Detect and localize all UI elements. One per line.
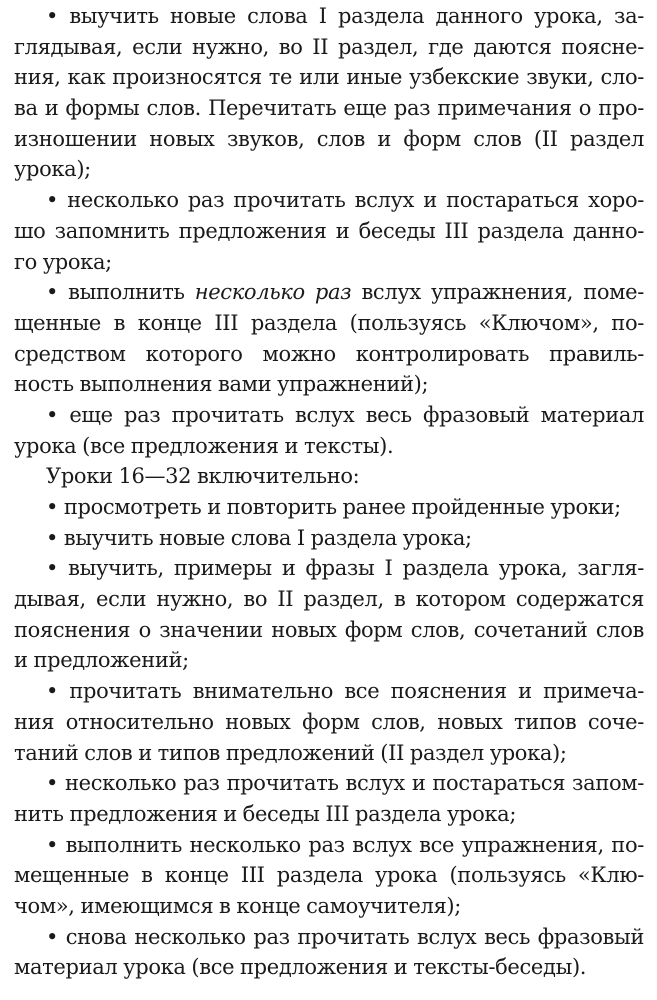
text-segment: • выполнить	[46, 280, 195, 305]
text-line: • еще раз прочитать вслух весь фразовый материал	[46, 402, 644, 427]
text-line: • несколько раз прочитать вслух и постараться хоро-	[46, 188, 644, 213]
text-line: и предложений;	[14, 648, 189, 673]
paragraph	[14, 400, 644, 461]
section-intro	[14, 461, 644, 492]
text-line: средством которого можно контролировать правиль-	[14, 341, 644, 366]
text-line: ния относительно новых форм слов, новых типов сочe-	[14, 709, 644, 734]
text-line: • выучить новые слова I раздела данного урока, за-	[46, 4, 644, 28]
text-line: мещенные в конце III раздела урока (пользуясь «Клю-	[14, 863, 644, 888]
text-line: урока);	[14, 157, 91, 182]
text-line: дывая, если нужно, во II раздел, в котором содержатся	[14, 587, 644, 612]
paragraph	[14, 553, 644, 676]
text-line: изношении новых звуков, слов и форм слов (II раздел	[14, 126, 644, 151]
text-line: го урока;	[14, 249, 112, 274]
text-line	[14, 277, 644, 308]
text-segment: вслух упражнения, поме-	[351, 280, 644, 305]
text-line: материал урока (все предложения и тексты-беседы).	[14, 955, 587, 980]
text-line: • несколько раз прочитать вслух и постараться запом-	[46, 771, 644, 796]
text-line: ния, как произносятся те или иные узбекские звуки, сло-	[14, 65, 644, 90]
book-page	[14, 1, 644, 983]
paragraph	[14, 523, 644, 554]
text-line: ва и формы слов. Перечитать еще раз примечания о про-	[14, 96, 644, 121]
text-line: • просмотреть и повторить ранее пройденные уроки;	[46, 495, 621, 519]
text-line: нить предложения и беседы III раздела урока;	[14, 801, 517, 826]
text-line: • снова несколько раз прочитать вслух весь фразовый	[46, 924, 644, 949]
text-line: • выучить новые слова I раздела урока;	[46, 525, 472, 550]
text-line: глядывая, если нужно, во II раздел, где даются поясне-	[14, 34, 644, 59]
paragraph	[14, 922, 644, 983]
paragraph	[14, 830, 644, 922]
text-line: • прочитать внимательно все пояснения и примеча-	[46, 679, 644, 704]
text-line: чом», имеющимся в конце самоучителя);	[14, 893, 461, 918]
paragraph	[14, 676, 644, 768]
text-line: • выполнить несколько раз вслух все упражнения, по-	[46, 832, 644, 857]
paragraph	[14, 492, 644, 523]
text-line: шо запомнить предложения и беседы III раздела данно-	[14, 218, 644, 243]
text-line: таний слов и типов предложений (II раздел урока);	[14, 740, 567, 765]
text-line: • выучить, примеры и фразы I раздела урока, загля-	[46, 556, 644, 581]
italic-phrase: несколько раз	[194, 280, 352, 305]
paragraph	[14, 277, 644, 400]
text-line: ность выполнения вами упражнений);	[14, 372, 429, 397]
text-line: щенные в конце III раздела (пользуясь «Ключом», по-	[14, 310, 644, 335]
paragraph	[14, 768, 644, 829]
paragraph	[14, 1, 644, 185]
text-line: Уроки 16—32 включительно:	[46, 464, 360, 489]
text-line: урока (все предложения и тексты).	[14, 433, 394, 458]
text-line: пояснения о значении новых форм слов, сочетаний слов	[14, 617, 644, 642]
paragraph	[14, 185, 644, 277]
